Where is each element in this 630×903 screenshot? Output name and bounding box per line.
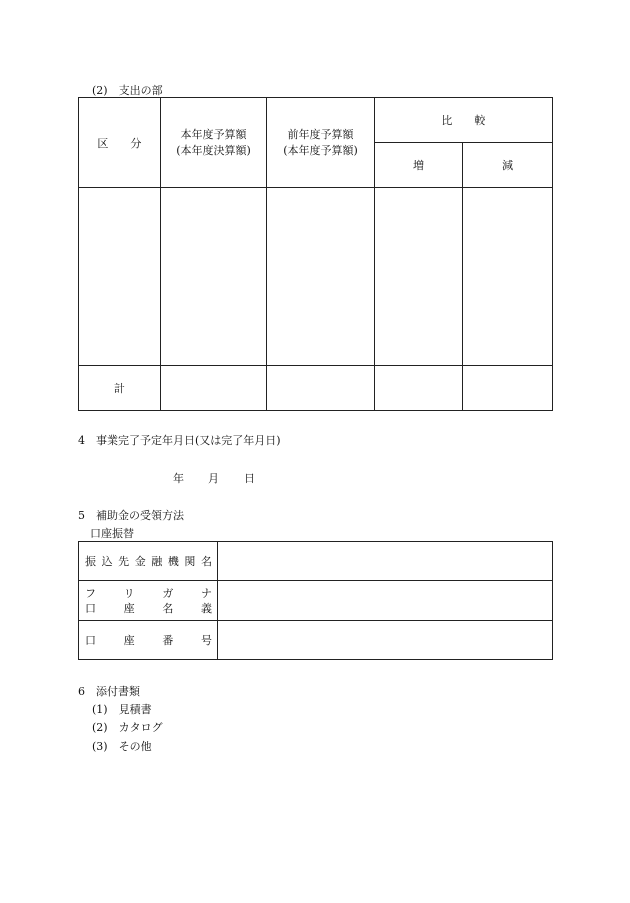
table-cell bbox=[374, 366, 463, 411]
table-cell bbox=[463, 366, 553, 411]
header-current-budget-line2: (本年度決算額) bbox=[176, 143, 251, 157]
label-char: 融 bbox=[151, 555, 163, 568]
header-previous-budget bbox=[267, 98, 375, 188]
attachment-item: (3) その他 bbox=[92, 740, 152, 753]
table-cell bbox=[160, 366, 267, 411]
label-char: 名 bbox=[200, 555, 212, 568]
table-cell bbox=[267, 188, 375, 366]
header-current-budget bbox=[160, 98, 267, 188]
header-decrease: 減 bbox=[463, 143, 553, 188]
header-category-label: 区 分 bbox=[97, 136, 142, 150]
header-increase: 増 bbox=[374, 143, 463, 188]
label-char: 込 bbox=[101, 555, 113, 568]
label-char: 口 bbox=[85, 634, 96, 647]
account-number-label bbox=[79, 621, 218, 660]
label-char: 金 bbox=[134, 555, 146, 568]
section6-heading: 6 添付書類 bbox=[78, 685, 140, 698]
label-char: 機 bbox=[167, 555, 179, 568]
table-cell bbox=[79, 188, 161, 366]
label-char: ガ bbox=[162, 586, 174, 600]
table-row-body bbox=[79, 188, 553, 366]
section4-heading: 4 事業完了予定年月日(又は完了年月日) bbox=[78, 434, 281, 447]
account-holder-value[interactable] bbox=[218, 581, 553, 621]
account-holder-label bbox=[79, 581, 218, 621]
label-chars-account-name bbox=[79, 601, 217, 616]
label-char: 番 bbox=[162, 634, 174, 647]
expense-table bbox=[78, 97, 553, 411]
header-previous-budget-line2: (本年度予算額) bbox=[283, 143, 358, 157]
label-chars-furigana bbox=[79, 586, 217, 601]
table-cell bbox=[463, 188, 553, 366]
date-month-label: 月 bbox=[208, 472, 219, 485]
header-previous-budget-line1: 前年度予算額 bbox=[287, 127, 354, 141]
table-row-bank-name bbox=[79, 542, 553, 581]
table-cell bbox=[374, 188, 463, 366]
section5-subheading: 口座振替 bbox=[90, 527, 134, 540]
table-cell bbox=[267, 366, 375, 411]
label-char: 座 bbox=[123, 601, 135, 615]
label-char: 関 bbox=[184, 555, 196, 568]
header-category bbox=[79, 98, 161, 188]
label-char: 口 bbox=[85, 601, 96, 615]
label-char: 振 bbox=[85, 555, 96, 568]
table-row-account-number bbox=[79, 621, 553, 660]
attachment-item: (1) 見積書 bbox=[92, 703, 152, 716]
table-cell bbox=[160, 188, 267, 366]
account-number-value[interactable] bbox=[218, 621, 553, 660]
header-comparison: 比 較 bbox=[374, 98, 552, 143]
date-year-label: 年 bbox=[173, 472, 184, 485]
header-current-budget-line1: 本年度予算額 bbox=[180, 127, 247, 141]
label-chars bbox=[79, 553, 217, 569]
label-chars bbox=[79, 632, 217, 648]
label-char: ナ bbox=[200, 586, 212, 600]
date-day-label: 日 bbox=[244, 472, 255, 485]
table-row-total bbox=[79, 366, 553, 411]
bank-name-value[interactable] bbox=[218, 542, 553, 581]
bank-transfer-table bbox=[78, 541, 553, 660]
table-row-account-holder bbox=[79, 581, 553, 621]
bank-name-label bbox=[79, 542, 218, 581]
label-char: リ bbox=[123, 586, 135, 600]
label-char: 義 bbox=[200, 601, 212, 615]
label-char: 座 bbox=[123, 634, 135, 647]
label-char: 先 bbox=[118, 555, 130, 568]
section5-heading: 5 補助金の受領方法 bbox=[78, 509, 184, 522]
label-char: 号 bbox=[200, 634, 212, 647]
attachment-item: (2) カタログ bbox=[92, 721, 163, 734]
label-char: 名 bbox=[162, 601, 174, 615]
label-char: フ bbox=[85, 586, 96, 600]
expense-section-heading: (2) 支出の部 bbox=[92, 84, 163, 97]
total-label: 計 bbox=[79, 366, 161, 411]
